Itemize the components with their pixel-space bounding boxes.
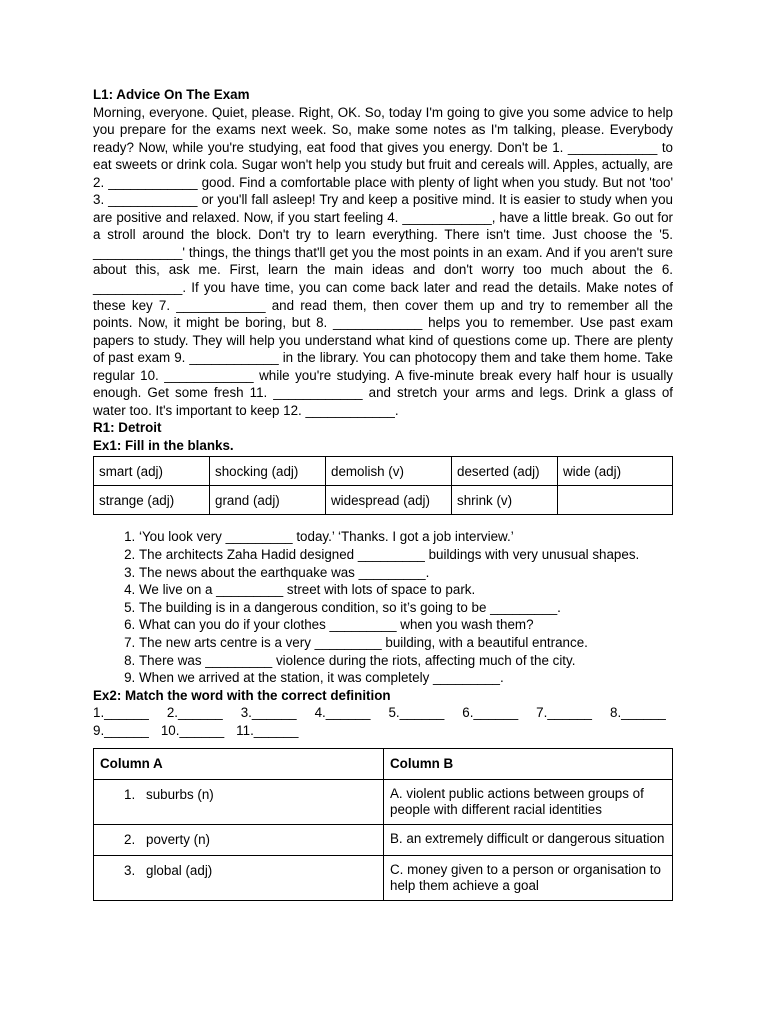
item-number: 1.	[124, 787, 136, 803]
answer-blank: 6.______	[462, 705, 519, 721]
word-bank-cell: strange (adj)	[94, 486, 210, 515]
definition-cell: A. violent public actions between groups of people with different racial identities	[384, 780, 673, 825]
answer-line	[93, 704, 673, 722]
list-item: 5. The building is in a dangerous condition, so it’s going to be _________.	[139, 599, 673, 617]
word-bank-cell	[558, 486, 673, 515]
ex2-heading: Ex2: Match the word with the correct definition	[93, 687, 391, 703]
definition-cell: B. an extremely difficult or dangerous situation	[384, 825, 673, 856]
answer-blank: 2.______	[166, 705, 223, 721]
list-item: 2. The architects Zaha Hadid designed _________ buildings with very unusual shapes.	[139, 546, 673, 564]
matching-table	[93, 748, 673, 901]
word-bank-cell: deserted (adj)	[452, 457, 558, 486]
list-item: 1. ‘You look very _________ today.’ ‘Thanks. I got a job interview.’	[139, 528, 673, 546]
word-bank-cell: shocking (adj)	[210, 457, 326, 486]
word-bank-cell: grand (adj)	[210, 486, 326, 515]
column-a-cell	[94, 855, 384, 900]
answer-blank: 11.______	[236, 722, 299, 738]
worksheet-page	[93, 86, 673, 901]
answer-blank: 9.______	[93, 722, 149, 738]
answer-blank: 7.______	[536, 705, 593, 721]
table-row	[94, 825, 673, 856]
word-bank-cell: demolish (v)	[326, 457, 452, 486]
list-item: 6. What can you do if your clothes _________ when you wash them?	[139, 616, 673, 634]
word-bank-cell: shrink (v)	[452, 486, 558, 515]
word-bank-table	[93, 456, 673, 515]
column-b-header: Column B	[384, 748, 673, 780]
answer-blank: 3.______	[240, 705, 297, 721]
definition-cell: C. money given to a person or organisation to help them achieve a goal	[384, 855, 673, 900]
item-word: poverty (n)	[146, 832, 210, 848]
list-item: 9. When we arrived at the station, it was completely _________.	[139, 669, 673, 687]
ex1-sentence-list	[93, 528, 673, 686]
answer-blanks	[93, 704, 673, 739]
answer-blank: 10.______	[160, 722, 225, 738]
list-item: 3. The news about the earthquake was _________.	[139, 564, 673, 582]
column-a-cell	[94, 825, 384, 856]
table-row	[94, 855, 673, 900]
r1-heading: R1: Detroit	[93, 420, 162, 436]
list-item: 7. The new arts centre is a very _________ building, with a beautiful entrance.	[139, 634, 673, 652]
column-a-header: Column A	[94, 748, 384, 780]
l1-heading: L1: Advice On The Exam	[93, 87, 250, 102]
answer-blank: 8.______	[610, 705, 666, 721]
word-bank-row	[94, 457, 673, 486]
word-item	[100, 862, 377, 880]
word-bank-cell: smart (adj)	[94, 457, 210, 486]
word-item	[100, 831, 377, 849]
ex1-heading: Ex1: Fill in the blanks.	[93, 437, 234, 453]
item-word: suburbs (n)	[146, 787, 214, 803]
item-number: 2.	[124, 832, 136, 848]
item-number: 3.	[124, 862, 136, 878]
table-row	[94, 780, 673, 825]
l1-paragraph: Morning, everyone. Quiet, please. Right, OK. So, today I'm going to give you some advice to help you prepare for the exams next week. So, make some notes as I'm talking, please. Everybody ready? Now, while you're studying, eat food that gives you energy. Don't be 1. ____________ to eat sweets or drink cola. Sugar won't help you study but fruit and cereals will. Apples, actually, are 2. ____________ good. Find a comfortable place with plenty of light when you study. But not 'too' 3. ____________ or you'll fall asleep! Try and keep a positive mind. It is easier to study when you are positive and relaxed. Now, if you start feeling 4. ____________, have a little break. Go out for a stroll around the block. Don't try to learn everything. There isn't time. Just choose the '5. ____________' things, the things that'll get you the most points in an exam. And if you aren't sure about this, ask me. First, learn the main ideas and don't worry too much about the 6. ____________. If you have time, you can come back later and read the details. Make notes of these key 7. ____________ and read them, then cover them up and try to remember all the points. Now, it might be boring, but 8. ____________ helps you to remember. Use past exam papers to study. They will help you understand what kind of questions come up. There are plenty of past exam 9. ____________ in the library. You can photocopy them and take them home. Take regular 10. ____________ while you're studying. A five-minute break every half hour is usually enough. Get some fresh 11. ____________ and stretch your arms and legs. Drink a glass of water too. It's important to keep 12. ____________.	[93, 104, 673, 418]
answer-line	[93, 722, 673, 740]
list-item: 4. We live on a _________ street with lots of space to park.	[139, 581, 673, 599]
list-item: 8. There was _________ violence during the riots, affecting much of the city.	[139, 652, 673, 670]
answer-blank: 5.______	[388, 705, 445, 721]
word-bank-row	[94, 486, 673, 515]
answer-blank: 1.______	[93, 705, 149, 721]
word-item	[100, 786, 377, 804]
word-bank-cell: widespread (adj)	[326, 486, 452, 515]
item-word: global (adj)	[146, 862, 213, 878]
matching-header-row	[94, 748, 673, 780]
answer-blank: 4.______	[314, 705, 371, 721]
word-bank-cell: wide (adj)	[558, 457, 673, 486]
column-a-cell	[94, 780, 384, 825]
